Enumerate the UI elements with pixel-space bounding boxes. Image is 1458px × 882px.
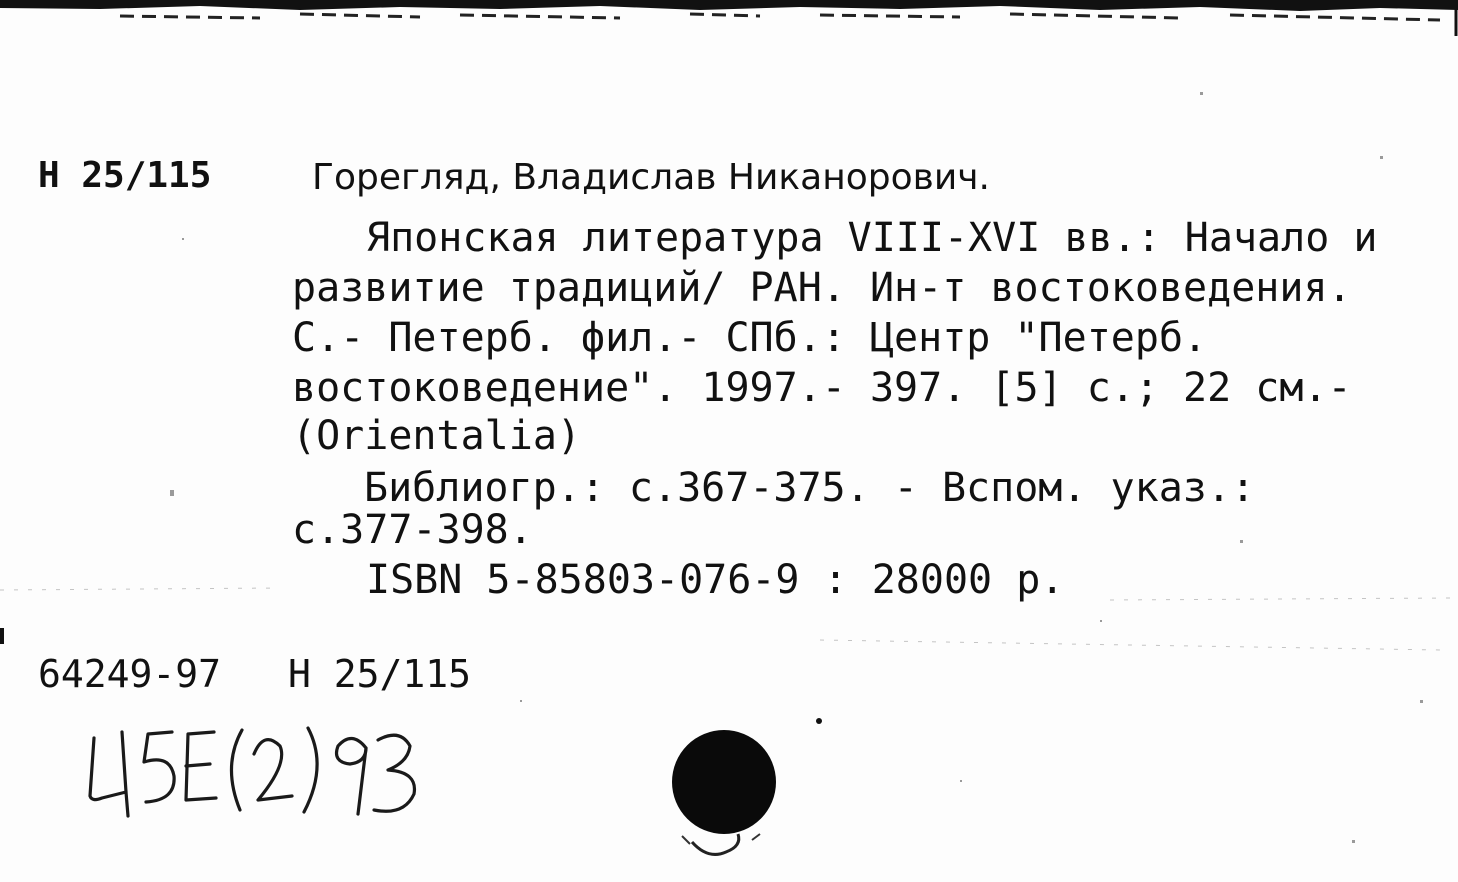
punch-hole	[668, 730, 780, 862]
description-line: С.- Петерб. фил.- СПб.: Центр "Петерб.	[292, 315, 1208, 361]
edge-mark	[0, 628, 4, 644]
shelf-mark: Н 25/115	[288, 652, 472, 696]
title-line: Японская литература VIII-XVI вв.: Начало и	[366, 215, 1378, 261]
ink-speck	[816, 718, 822, 724]
description-line: востоковедение". 1997.- 397. [5] с.; 22 см.-	[292, 365, 1352, 411]
card-top-edge	[0, 0, 1458, 36]
isbn-price: ISBN 5-85803-076-9 : 28000 р.	[366, 557, 1065, 603]
call-number: Н 25/115	[38, 155, 212, 196]
bibliography-note: Библиогр.: с.367-375. - Вспом. указ.:	[364, 465, 1256, 511]
author-heading: Горегляд, Владислав Никанорович.	[312, 157, 990, 198]
inventory-number: 64249-97	[38, 652, 222, 696]
handwritten-classification-code	[82, 718, 432, 828]
series-line: (Orientalia)	[292, 413, 581, 459]
description-line: развитие традиций/ РАН. Ин-т востоковедения.	[292, 265, 1352, 311]
bibliography-note-cont: с.377-398.	[292, 507, 533, 553]
